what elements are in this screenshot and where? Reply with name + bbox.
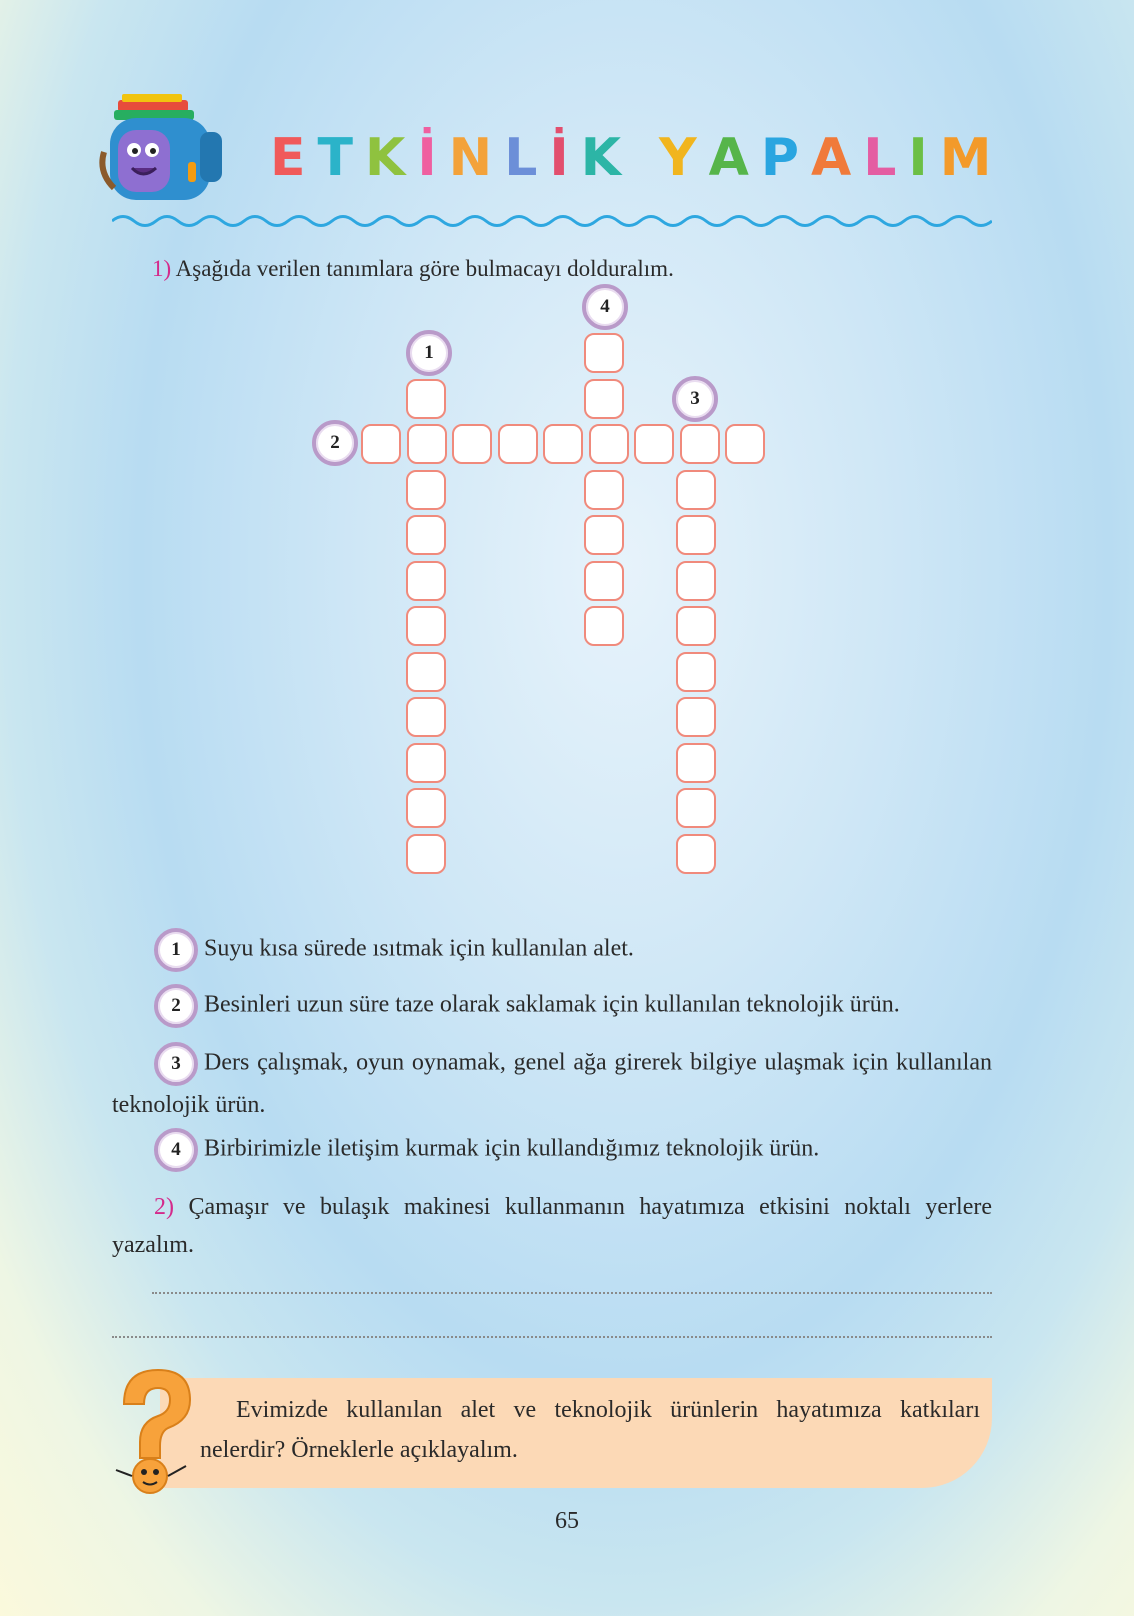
crossword-cell[interactable] — [406, 515, 446, 555]
question-1-number: 1) — [152, 256, 172, 281]
question-2 — [112, 1188, 992, 1264]
crossword-cell[interactable] — [676, 470, 716, 510]
title-letter: L — [504, 128, 550, 188]
crossword-cell[interactable] — [676, 788, 716, 828]
title-letter: Y — [659, 128, 709, 188]
clue-3-badge: 3 — [154, 1042, 198, 1086]
crossword-badge-2: 2 — [312, 420, 358, 466]
crossword-cell[interactable] — [584, 470, 624, 510]
answer-line-1[interactable] — [152, 1292, 992, 1294]
title-letter: T — [317, 128, 366, 188]
crossword-cell[interactable] — [406, 470, 446, 510]
crossword-cell[interactable] — [634, 424, 674, 464]
crossword-badge-1: 1 — [406, 330, 452, 376]
title-letter: M — [939, 128, 1004, 188]
crossword-cell[interactable] — [725, 424, 765, 464]
question-2-number: 2) — [154, 1194, 174, 1220]
clue-4 — [154, 1128, 994, 1172]
title-letter: P — [760, 128, 812, 188]
title-letter: İ — [417, 128, 449, 188]
crossword-cell[interactable] — [406, 743, 446, 783]
crossword-cell[interactable] — [676, 834, 716, 874]
clue-1-text: Suyu kısa sürede ısıtmak için kullanılan alet. — [204, 935, 634, 962]
title-letter: K — [580, 128, 633, 188]
title-letter: A — [708, 128, 761, 188]
crossword-cell[interactable] — [407, 424, 447, 464]
crossword-cell[interactable] — [406, 561, 446, 601]
crossword-cell[interactable] — [676, 652, 716, 692]
title-letter: L — [863, 128, 909, 188]
question-box-text: Evimizde kullanılan alet ve teknolojik ürünlerin hayatımıza katkıları nelerdir? Örneklerle açıklayalım. — [200, 1397, 980, 1463]
crossword-cell[interactable] — [676, 561, 716, 601]
crossword-cell[interactable] — [680, 424, 720, 464]
clue-3 — [112, 1042, 992, 1124]
crossword-cell[interactable] — [406, 834, 446, 874]
crossword-cell[interactable] — [584, 333, 624, 373]
crossword-cell[interactable] — [584, 561, 624, 601]
crossword-cell[interactable] — [406, 788, 446, 828]
crossword-cell[interactable] — [361, 424, 401, 464]
answer-line-2[interactable] — [112, 1336, 992, 1338]
title-letter: K — [365, 128, 418, 188]
question-1-text: Aşağıda verilen tanımlara göre bulmacayı dolduralım. — [175, 256, 674, 281]
crossword-cell[interactable] — [676, 743, 716, 783]
crossword-cell[interactable] — [406, 379, 446, 419]
crossword-cell[interactable] — [584, 515, 624, 555]
crossword-badge-3: 3 — [672, 376, 718, 422]
clue-2-badge: 2 — [154, 984, 198, 1028]
crossword-cell[interactable] — [676, 697, 716, 737]
clue-2-text: Besinleri uzun süre taze olarak saklamak için kullanılan teknolojik ürün. — [204, 991, 900, 1018]
crossword-cell[interactable] — [676, 606, 716, 646]
clue-4-badge: 4 — [154, 1128, 198, 1172]
clue-1-badge: 1 — [154, 928, 198, 972]
title-letter: N — [448, 128, 505, 188]
crossword-cell[interactable] — [589, 424, 629, 464]
clue-1 — [154, 928, 994, 972]
title-letter: E — [270, 128, 318, 188]
title-letter: I — [908, 128, 940, 188]
crossword-cell[interactable] — [584, 606, 624, 646]
crossword-cell[interactable] — [406, 697, 446, 737]
crossword-cell[interactable] — [498, 424, 538, 464]
crossword-cell[interactable] — [543, 424, 583, 464]
clue-3-text: Ders çalışmak, oyun oynamak, genel ağa girerek bilgiye ulaşmak için kullanılan teknolojik ürün. — [112, 1049, 992, 1118]
clue-2 — [154, 984, 994, 1028]
crossword-cell[interactable] — [584, 379, 624, 419]
crossword-cell[interactable] — [406, 652, 446, 692]
crossword-badge-4: 4 — [582, 284, 628, 330]
question-mark-icon — [110, 1366, 200, 1501]
crossword-cell[interactable] — [406, 606, 446, 646]
title-letter: A — [811, 128, 864, 188]
clue-4-text: Birbirimizle iletişim kurmak için kullandığımız teknolojik ürün. — [204, 1135, 820, 1162]
page-number: 65 — [555, 1508, 579, 1534]
crossword-cell[interactable] — [452, 424, 492, 464]
title-letter: İ — [549, 128, 581, 188]
question-2-text: Çamaşır ve bulaşık makinesi kullanmanın hayatımıza etkisini noktalı yerlere yazalım. — [112, 1194, 993, 1258]
crossword-cell[interactable] — [676, 515, 716, 555]
